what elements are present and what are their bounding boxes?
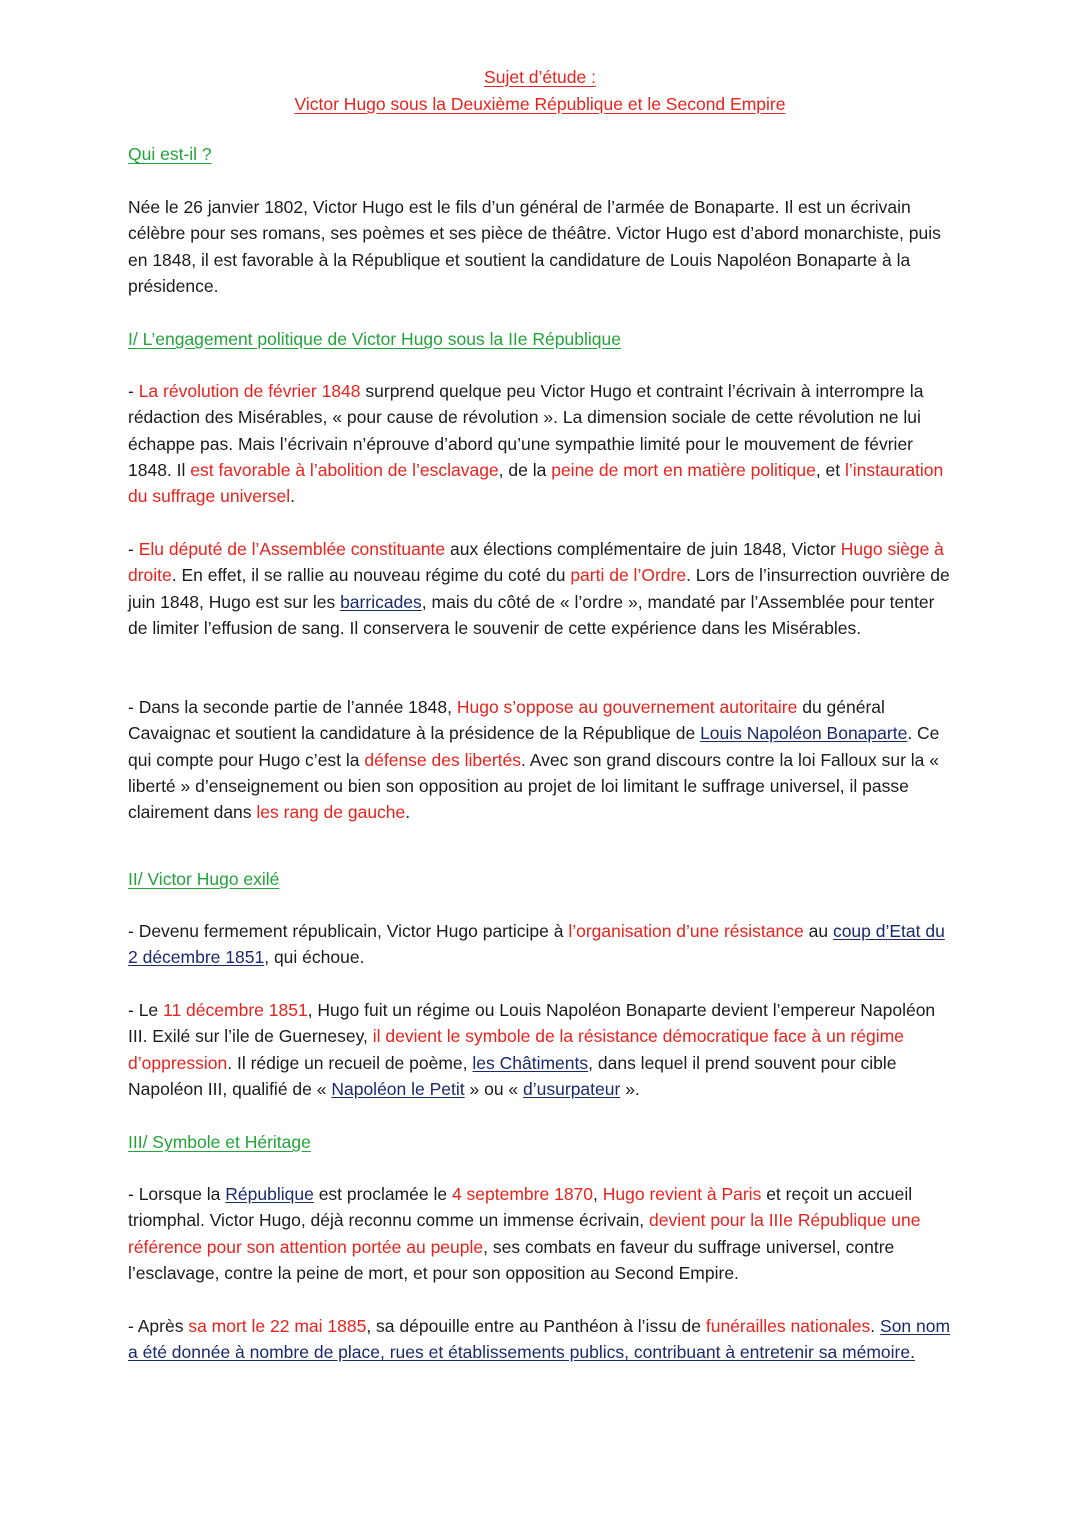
document-title-line2: Victor Hugo sous la Deuxième République et le Second Empire	[294, 94, 786, 114]
section1-heading: I/ L’engagement politique de Victor Hugo sous la IIe République	[128, 329, 621, 349]
intro-heading: Qui est-il ?	[128, 144, 212, 164]
section2-paragraph1: - Devenu fermement républicain, Victor Hugo participe à l’organisation d’une résistance au coup d’Etat du 2 décembre 1851, qui échoue.	[128, 921, 945, 968]
section3-paragraph2: - Après sa mort le 22 mai 1885, sa dépouille entre au Panthéon à l’issu de funérailles nationales. Son nom a été donnée à nombre de place, rues et établissements publics, contribuant à entretenir sa mémoire.	[128, 1316, 951, 1363]
section3-heading: III/ Symbole et Héritage	[128, 1132, 311, 1152]
section1-paragraph2: - Elu député de l’Assemblée constituante aux élections complémentaire de juin 1848, Victor Hugo siège à droite. En effet, il se rallie au nouveau régime du coté du parti de l’Ordre. Lors de l’insurrection ouvrière de juin 1848, Hugo est sur les barricades, mais du côté de « l’ordre », mandaté par l’Assemblée pour tenter de limiter l’effusion de sang. Il conservera le souvenir de cette expérience dans les Misérables.	[128, 539, 950, 638]
section3-paragraph1: - Lorsque la République est proclamée le 4 septembre 1870, Hugo revient à Paris et reçoit un accueil triomphal. Victor Hugo, déjà reconnu comme un immense écrivain, devient pour la IIIe République une référence pour son attention portée au peuple, ses combats en faveur du suffrage universel, contre l’esclavage, contre la peine de mort, et pour son opposition au Second Empire.	[128, 1184, 921, 1283]
document-title-line1: Sujet d’étude :	[484, 67, 596, 87]
section2-heading: II/ Victor Hugo exilé	[128, 869, 280, 889]
section2-paragraph2: - Le 11 décembre 1851, Hugo fuit un régime ou Louis Napoléon Bonaparte devient l’empereur Napoléon III. Exilé sur l’ile de Guernesey, il devient le symbole de la résistance démocratique face à un régime d’oppression. Il rédige un recueil de poème, les Châtiments, dans lequel il prend souvent pour cible Napoléon III, qualifié de « Napoléon le Petit » ou « d’usurpateur ».	[128, 1000, 936, 1099]
section1-paragraph3: - Dans la seconde partie de l’année 1848, Hugo s’oppose au gouvernement autoritaire du général Cavaignac et soutient la candidature à la présidence de la République de Louis Napoléon Bonaparte. Ce qui compte pour Hugo c’est la défense des libertés. Avec son grand discours contre la loi Falloux sur la « liberté » d’enseignement ou bien son opposition au projet de loi limitant le suffrage universel, il passe clairement dans les rang de gauche.	[128, 697, 940, 823]
section1-paragraph1: - La révolution de février 1848 surprend quelque peu Victor Hugo et contraint l’écrivain à interrompre la rédaction des Misérables, « pour cause de révolution ». La dimension sociale de cette révolution ne lui échappe pas. Mais l’écrivain n’éprouve d’abord qu’une sympathie limité pour le mouvement de février 1848. Il est favorable à l’abolition de l’esclavage, de la peine de mort en matière politique, et l’instauration du suffrage universel.	[128, 381, 944, 507]
intro-paragraph: Née le 26 janvier 1802, Victor Hugo est le fils d’un général de l’armée de Bonaparte. Il est un écrivain célèbre pour ses romans, ses poèmes et ses pièce de théâtre. Victor Hugo est d’abord monarchiste, puis en 1848, il est favorable à la République et soutient la candidature de Louis Napoléon Bonaparte à la présidence.	[128, 197, 941, 296]
